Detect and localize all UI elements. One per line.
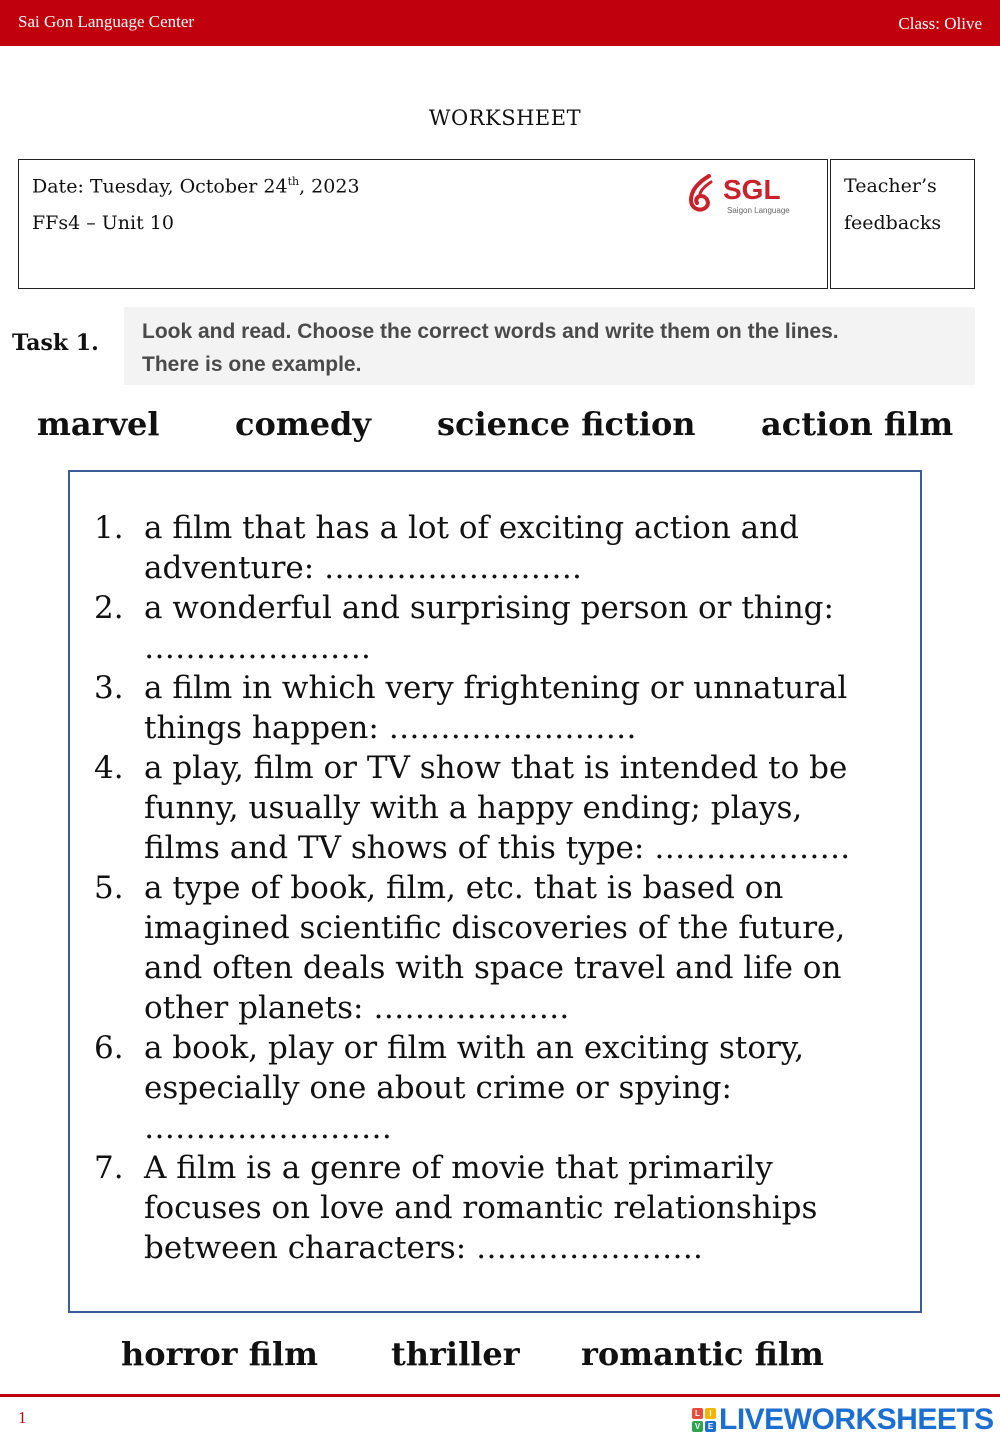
question-text-line: a type of book, film, etc. that is based on xyxy=(144,870,784,906)
question-text-line: a book, play or film with an exciting story, xyxy=(144,1030,805,1066)
question-text-line: imagined scientific discoveries of the future, xyxy=(144,910,846,946)
question-number: 6. xyxy=(94,1030,124,1066)
word-option-thriller: thriller xyxy=(391,1335,520,1373)
task-instruction xyxy=(124,307,975,385)
question-number: 3. xyxy=(94,670,124,706)
sgl-logo xyxy=(685,172,795,220)
question-text-line: A film is a genre of movie that primarily xyxy=(144,1150,773,1186)
question-text-line: …………………… xyxy=(144,1110,392,1146)
header-bar xyxy=(0,0,1000,46)
feedback-label-line2: feedbacks xyxy=(844,212,942,234)
question-number: 7. xyxy=(94,1150,124,1186)
question-item xyxy=(94,1028,904,1148)
question-text-line: especially one about crime or spying: xyxy=(144,1070,732,1106)
question-text-line: films and TV shows of this type: ………………. xyxy=(144,830,851,866)
date-line: Date: Tuesday, October 24th, 2023 xyxy=(32,175,360,198)
question-text-line: things happen: …………………… xyxy=(144,710,637,746)
word-option-science-fiction: science fiction xyxy=(437,405,696,443)
instruction-line-2: There is one example. xyxy=(142,353,362,376)
teacher-feedback-box xyxy=(830,159,975,289)
instruction-line-1: Look and read. Choose the correct words and write them on the lines. xyxy=(142,320,839,343)
question-item xyxy=(94,748,904,868)
question-list xyxy=(94,508,904,1268)
liveworksheets-cube-icon: L I V E xyxy=(692,1408,718,1434)
sgl-logo-text: SGL xyxy=(723,174,781,205)
question-text-line: a wonderful and surprising person or thing: xyxy=(144,590,834,626)
question-number: 4. xyxy=(94,750,124,786)
liveworksheets-logo xyxy=(692,1403,992,1437)
unit-line: FFs4 – Unit 10 xyxy=(32,212,174,234)
question-number: 5. xyxy=(94,870,124,906)
liveworksheets-text: LIVEWORKSHEETS xyxy=(719,1403,994,1436)
footer-divider xyxy=(0,1394,1000,1397)
question-item xyxy=(94,508,904,588)
info-box xyxy=(18,159,828,289)
question-item xyxy=(94,668,904,748)
center-name: Sai Gon Language Center xyxy=(18,12,195,31)
question-text-line: other planets: ………………. xyxy=(144,990,570,1026)
question-item xyxy=(94,588,904,668)
question-text-line: a film that has a lot of exciting action and xyxy=(144,510,799,546)
task-label: Task 1. xyxy=(12,330,99,356)
question-text-line: focuses on love and romantic relationships xyxy=(144,1190,818,1226)
question-text-line: a play, film or TV show that is intended to be xyxy=(144,750,848,786)
sgl-logo-icon xyxy=(685,172,719,216)
question-item xyxy=(94,1148,904,1268)
question-text-line: adventure: ……………………. xyxy=(144,550,582,586)
word-option-marvel: marvel xyxy=(37,405,160,443)
sgl-logo-subtext: Saigon Language xyxy=(727,206,790,215)
question-item xyxy=(94,868,904,1028)
question-text-line: a film in which very frightening or unnatural xyxy=(144,670,848,706)
question-text-line: between characters: …………………. xyxy=(144,1230,703,1266)
questions-box xyxy=(68,470,922,1313)
question-text-line: funny, usually with a happy ending; plays, xyxy=(144,790,803,826)
page-title: WORKSHEET xyxy=(428,106,582,130)
page-number: 1 xyxy=(18,1408,27,1427)
question-number: 1. xyxy=(94,510,124,546)
question-number: 2. xyxy=(94,590,124,626)
word-option-comedy: comedy xyxy=(235,405,372,443)
question-text-line: …………………. xyxy=(144,630,371,666)
word-option-romantic-film: romantic film xyxy=(581,1335,824,1373)
word-option-action-film: action film xyxy=(761,405,954,443)
feedback-label-line1: Teacher’s xyxy=(844,175,937,197)
word-option-horror-film: horror film xyxy=(121,1335,318,1373)
question-text-line: and often deals with space travel and life on xyxy=(144,950,842,986)
class-label: Class: Olive xyxy=(898,14,982,33)
